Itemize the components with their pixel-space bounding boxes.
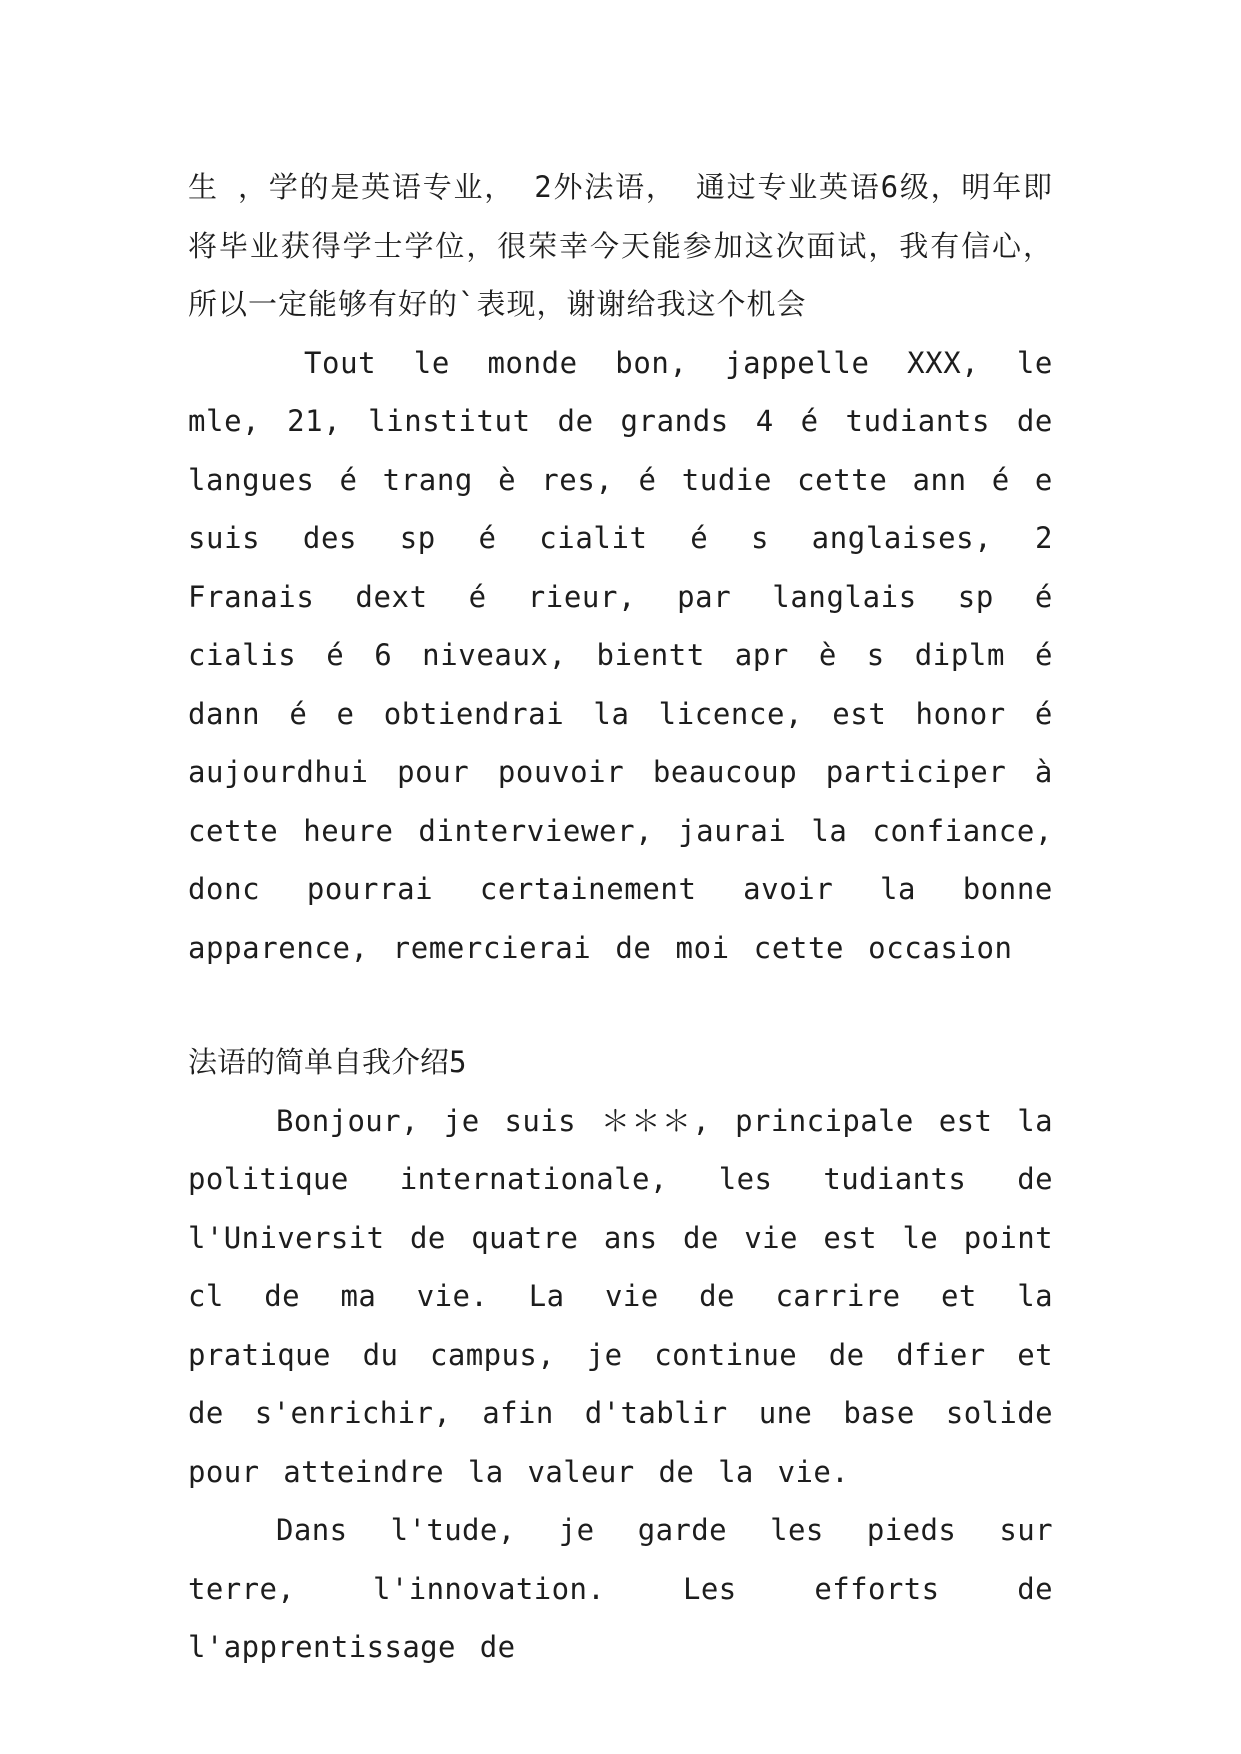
section-heading: 法语的简单自我介绍5 (188, 1045, 467, 1079)
paragraph-dans-letude: Dans l'tude, je garde les pieds sur terre, l'innovation. Les efforts de l'apprentissage de (188, 1513, 1053, 1664)
paragraph-bonjour: Bonjour, je suis ＊＊＊, principale est la politique internationale, les tudiants de l'Universit de quatre ans de vie est le point cl de ma vie. La vie de carrire et la pratique du campus, je continue de dfier et de s'enrichir, afin d'tablir une base solide pour atteindre la valeur de la vie. (188, 1103, 1053, 1489)
document-body (188, 158, 1053, 1677)
paragraph-french-intro: Tout le monde bon, jappelle XXX, le mle, 21, linstitut de grands 4 é tudiants de langues é trang è res, é tudie cette ann é e suis des sp é cialit é s anglaises, 2 Franais dext é rieur, par langlais sp é cialis é 6 niveaux, bientt apr è s diplm é dann é e obtiendrai la licence, est honor é aujourdhui pour pouvoir beaucoup participer à cette heure dinterviewer, jaurai la confiance, donc pourrai certainement avoir la bonne apparence, remercierai de moi cette occasion (188, 345, 1053, 965)
paragraph-chinese-intro: 生 ，学的是英语专业， 2外法语， 通过专业英语6级，明年即将毕业获得学士学位，很荣幸今天能参加这次面试，我有信心，所以一定能够有好的`表现，谢谢给我这个机会 (188, 170, 1053, 321)
